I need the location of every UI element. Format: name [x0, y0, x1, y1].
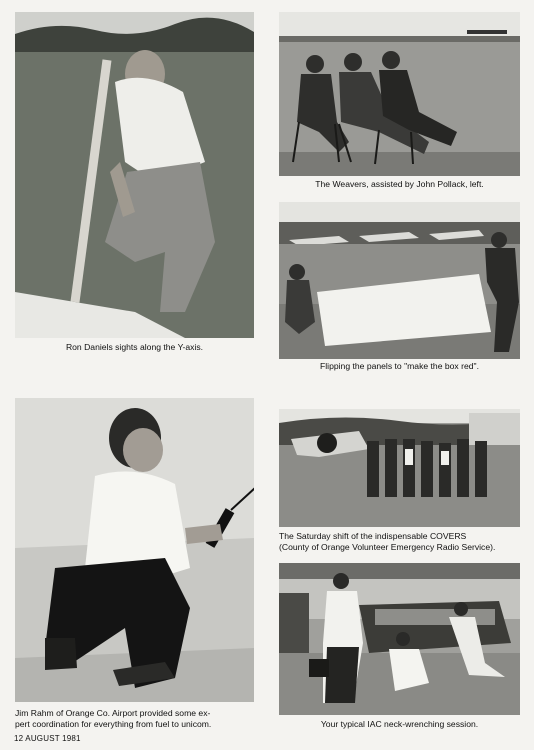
caption-iac: Your typical IAC neck-wrenching session.	[320, 719, 479, 729]
page-footer: 12 AUGUST 1981	[14, 734, 81, 743]
caption-ron-daniels: Ron Daniels sights along the Y-axis.	[65, 342, 204, 352]
caption-panels: Flipping the panels to "make the box red".	[320, 361, 479, 371]
photo-iac-session	[279, 563, 520, 715]
photo-ron-daniels	[15, 12, 254, 338]
caption-jim-rahm-line2: pert coordination for everything from fuel to unicom.	[15, 719, 212, 729]
caption-covers-line2: (County of Orange Volunteer Emergency Radio Service).	[279, 542, 496, 552]
photo-panels	[279, 202, 520, 359]
caption-jim-rahm-line1: Jim Rahm of Orange Co. Airport provided some ex-	[15, 708, 211, 718]
photo-jim-rahm	[15, 398, 254, 702]
photo-covers	[279, 409, 520, 527]
caption-weavers: The Weavers, assisted by John Pollack, left.	[315, 179, 484, 189]
photo-weavers	[279, 12, 520, 176]
caption-covers-line1: The Saturday shift of the indispensable COVERS	[279, 531, 467, 541]
